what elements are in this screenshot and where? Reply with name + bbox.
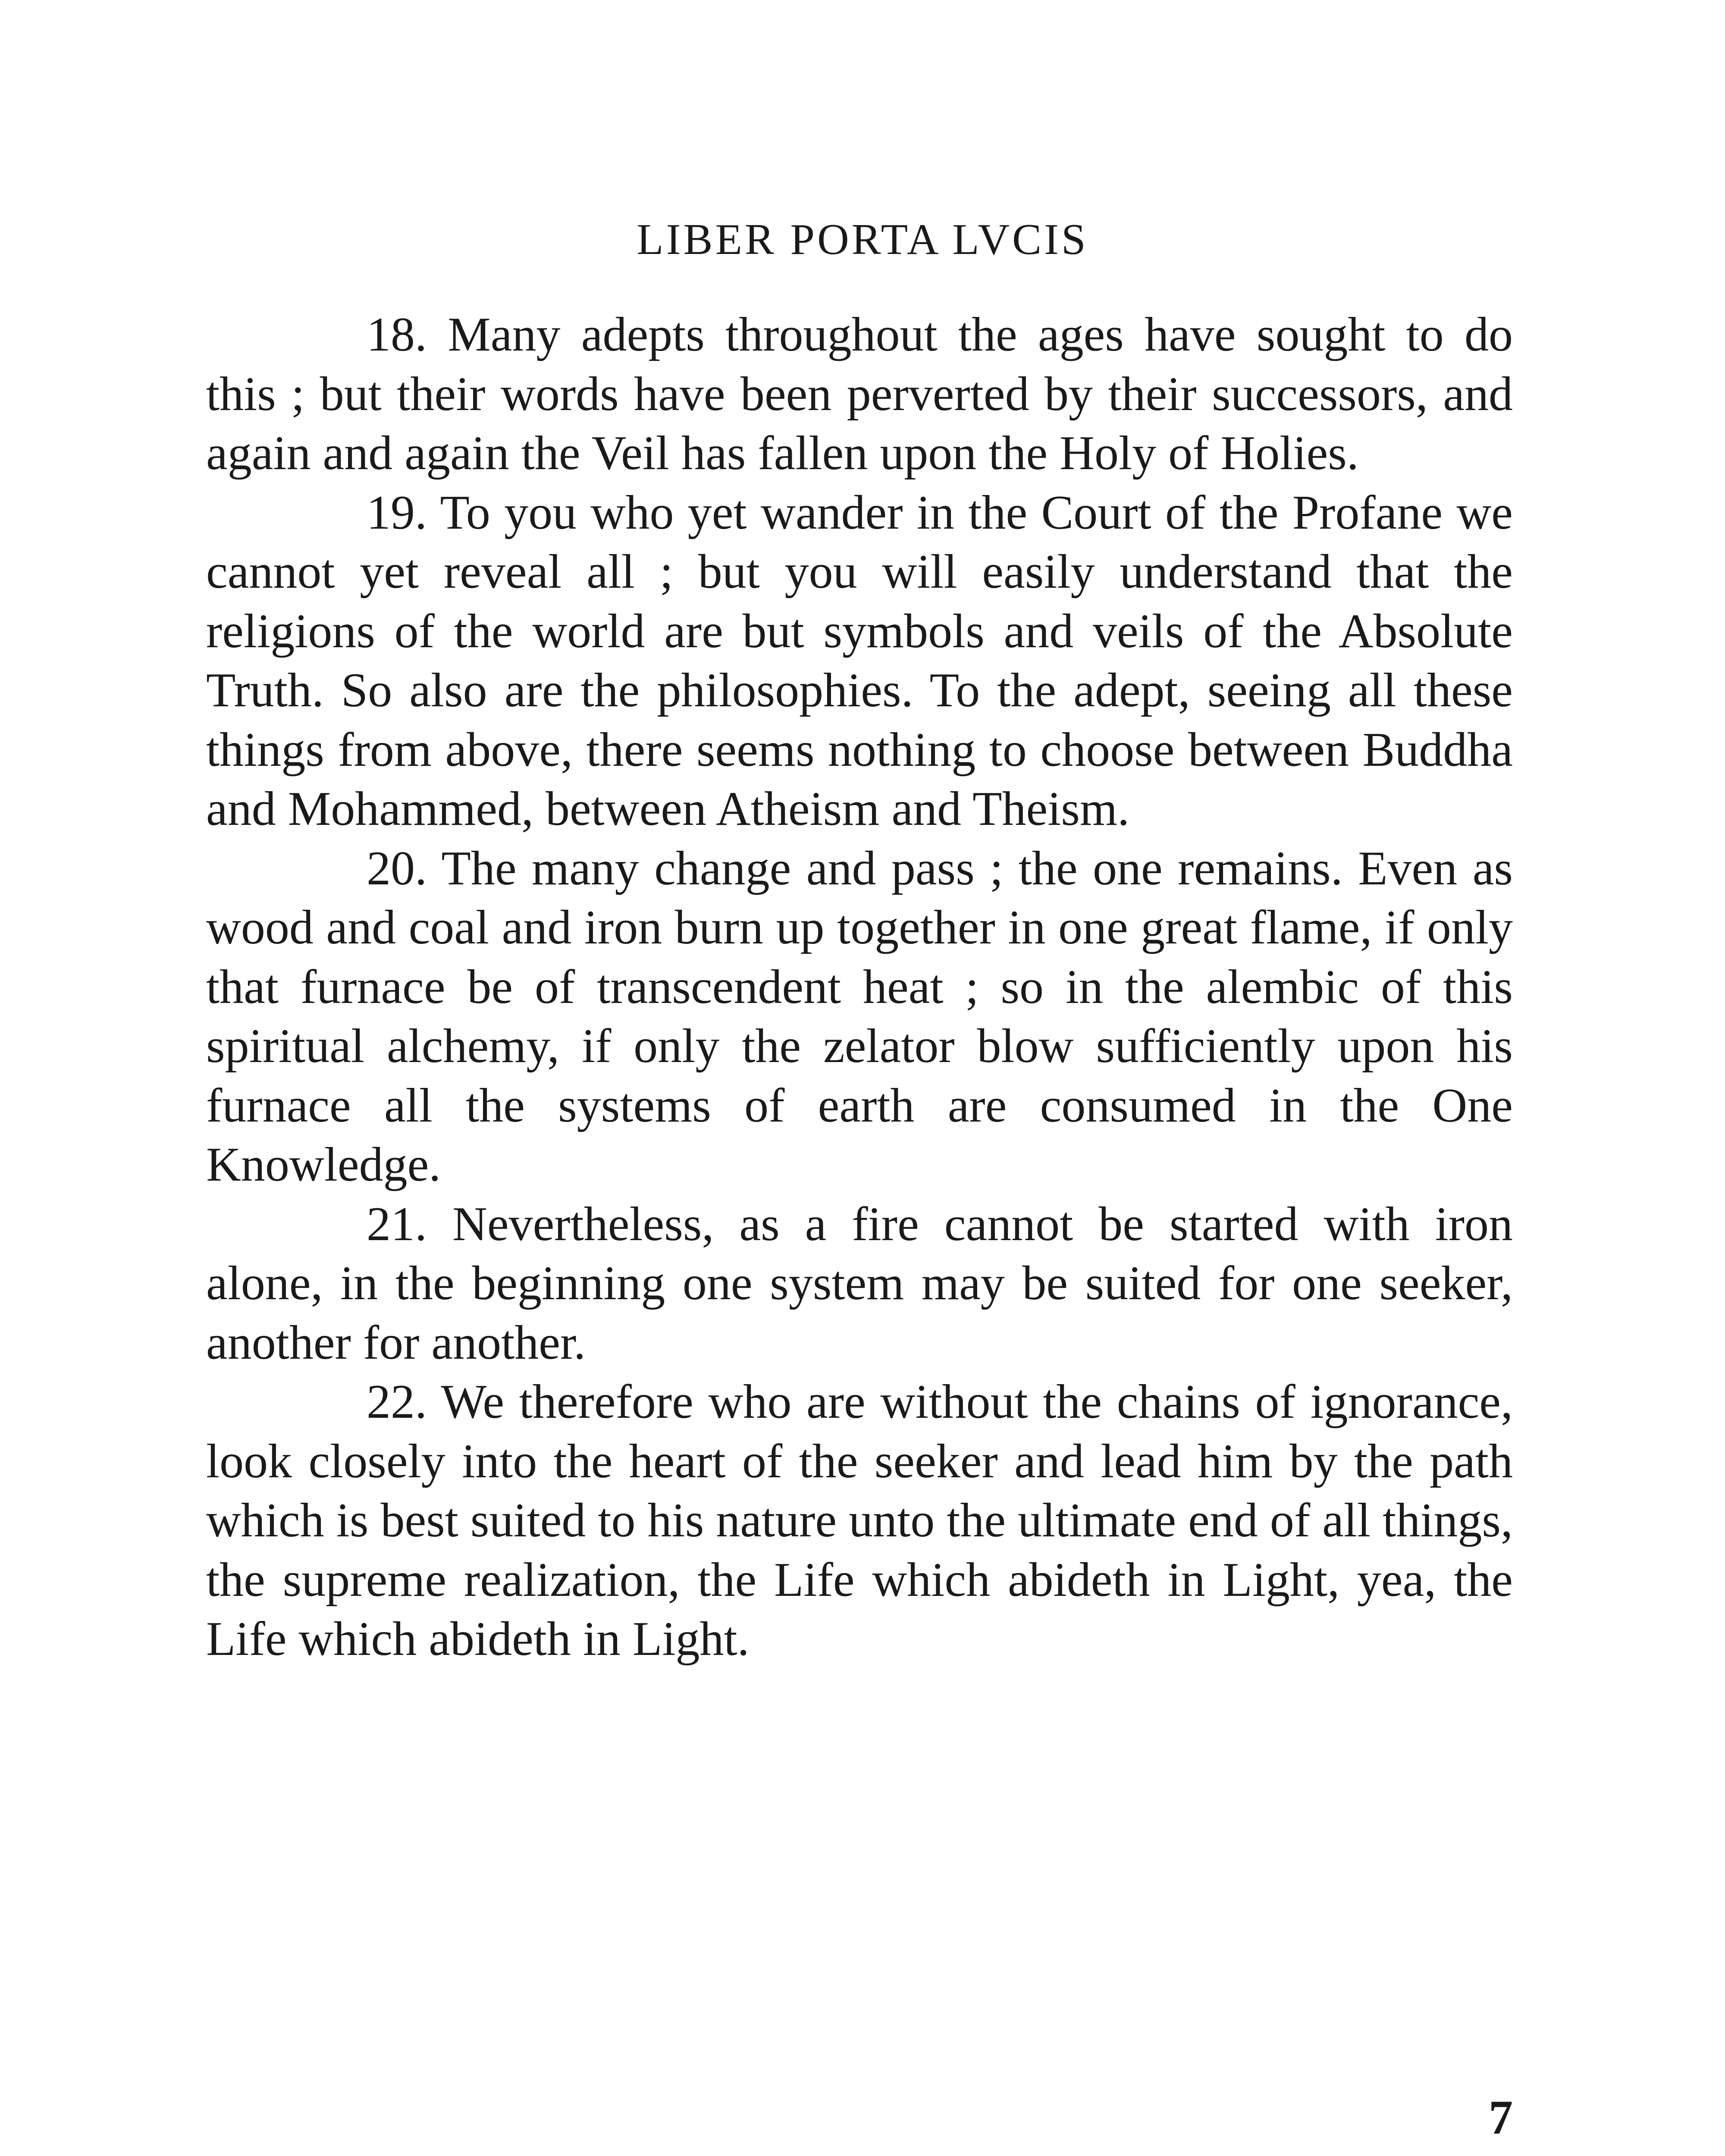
running-head: LIBER PORTA LVCIS [637, 215, 1088, 264]
paragraph-text: To you who yet wander in the Court of the Profane we cannot yet reveal all ; but you will easily understand that the religions of the world are but symbols and veils of the Absolute Truth. So also are the philosophies. To the adept, seeing all these things from above, there seems nothing to choose between Buddha and Mohammed, between Atheism and Theism. [206, 486, 1513, 836]
paragraph-number: 22. [367, 1375, 427, 1429]
paragraph-number: 20. [367, 841, 427, 895]
paragraph-number: 18. [367, 308, 427, 361]
text-block [206, 305, 1513, 1669]
paragraph-number: 19. [367, 486, 427, 539]
paragraph-text: Many adepts throughout the ages have sought to do this ; but their words have been perverted by their successors, and again and again the Veil has fallen upon the Holy of Holies. [206, 308, 1513, 480]
paragraph-21 [206, 1195, 1513, 1373]
paragraph-text: We therefore who are without the chains of ignorance, look closely into the heart of the seeker and lead him by the path which is best suited to his nature unto the ultimate end of all things, the supreme realization, the Life which abideth in Light, yea, the Life which abideth in Light. [206, 1375, 1513, 1666]
paragraph-20 [206, 839, 1513, 1195]
paragraph-18 [206, 305, 1513, 483]
paragraph-text: The many change and pass ; the one remains. Even as wood and coal and iron burn up together in one great flame, if only that furnace be of transcendent heat ; so in the alembic of this spiritual alchemy, if only the zelator blow sufficiently upon his furnace all the systems of earth are consumed in the One Knowledge. [206, 841, 1513, 1191]
paragraph-22 [206, 1373, 1513, 1669]
page-number: 7 [1489, 2091, 1513, 2144]
paragraph-number: 21. [367, 1197, 427, 1251]
paragraph-19 [206, 483, 1513, 839]
paragraph-text: Nevertheless, as a fire cannot be started with iron alone, in the beginning one system may be suited for one seeker, another for another. [206, 1197, 1513, 1369]
